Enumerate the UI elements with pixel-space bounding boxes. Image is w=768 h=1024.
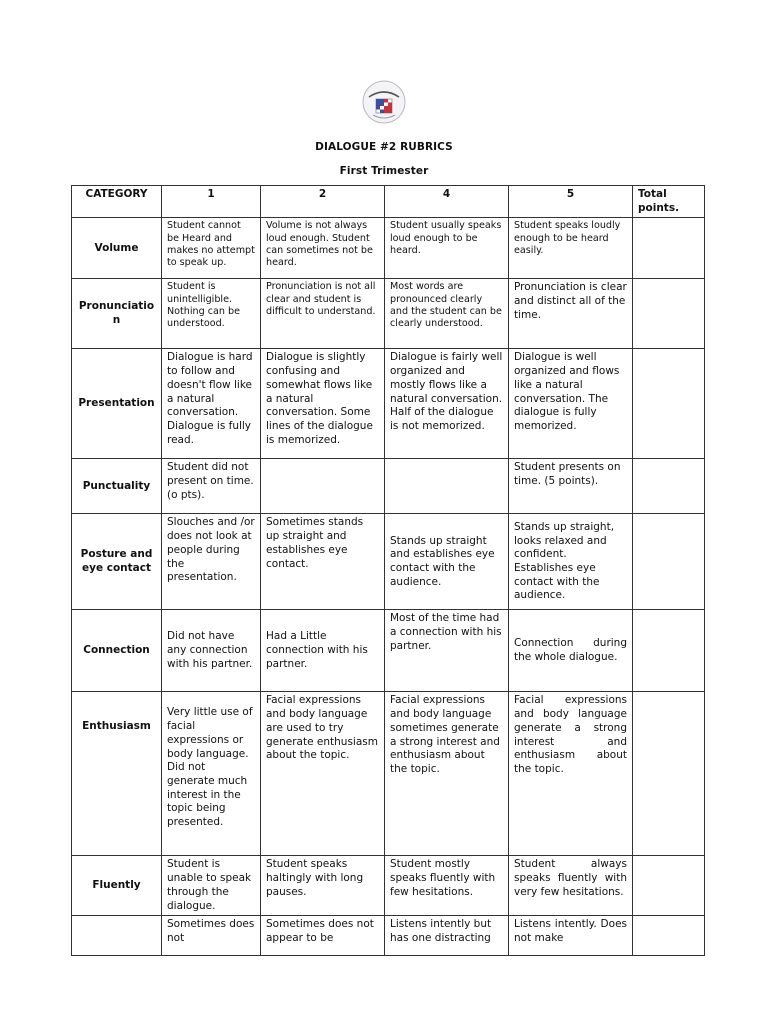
total-points-cell (633, 279, 705, 349)
rubric-cell: Student presents on time. (5 points). (509, 459, 633, 514)
rubric-cell: Student did not present on time. (o pts). (162, 459, 261, 514)
category-cell: Volume (72, 218, 162, 279)
total-points-cell (633, 218, 705, 279)
rubric-cell: Pronunciation is clear and distinct all of the time. (509, 279, 633, 349)
col-header-5: 5 (509, 186, 633, 218)
table-row (72, 218, 705, 279)
category-cell: Punctuality (72, 459, 162, 514)
category-cell: Fluently (72, 856, 162, 916)
rubric-cell: Most words are pronounced clearly and the student can be clearly understood. (385, 279, 509, 349)
header-row (72, 186, 705, 218)
total-points-cell (633, 459, 705, 514)
rubric-cell: Student cannot be Heard and makes no attempt to speak up. (162, 218, 261, 279)
rubric-cell: Listens intently but has one distracting (385, 916, 509, 956)
rubric-cell: Volume is not always loud enough. Student can sometimes not be heard. (261, 218, 385, 279)
rubric-cell: Connection during the whole dialogue. (509, 610, 633, 692)
category-cell: Connection (72, 610, 162, 692)
table-row (72, 349, 705, 459)
rubric-cell: Pronunciation is not all clear and student is difficult to understand. (261, 279, 385, 349)
rubric-cell: Student usually speaks loud enough to be heard. (385, 218, 509, 279)
rubric-cell: Very little use of facial expressions or body language. Did not generate much interest in the topic being presented. (162, 692, 261, 856)
total-points-cell (633, 692, 705, 856)
rubric-cell: Student speaks loudly enough to be heard easily. (509, 218, 633, 279)
rubric-cell (261, 459, 385, 514)
table-row (72, 514, 705, 610)
rubric-cell: Stands up straight, looks relaxed and confident. Establishes eye contact with the audience. (509, 514, 633, 610)
rubric-cell: Slouches and /or does not look at people during the presentation. (162, 514, 261, 610)
total-points-cell (633, 856, 705, 916)
rubric-cell: Sometimes stands up straight and establishes eye contact. (261, 514, 385, 610)
table-row (72, 692, 705, 856)
rubric-cell: Did not have any connection with his partner. (162, 610, 261, 692)
document-subtitle: First Trimester (339, 165, 429, 177)
category-cell: Pronunciatio n (72, 279, 162, 349)
rubric-cell: Dialogue is well organized and flows like a natural conversation. The dialogue is fully memorized. (509, 349, 633, 459)
rubric-cell: Dialogue is hard to follow and doesn't flow like a natural conversation. Dialogue is fully read. (162, 349, 261, 459)
category-cell: Presentation (72, 349, 162, 459)
table-row (72, 279, 705, 349)
category-cell: Enthusiasm (72, 692, 162, 856)
document-title: DIALOGUE #2 RUBRICS (315, 141, 453, 153)
rubric-cell: Stands up straight and establishes eye contact with the audience. (385, 514, 509, 610)
rubric-cell: Facial expressions and body language generate a strong interest and enthusiasm about the topic. (509, 692, 633, 856)
rubric-cell: Sometimes does not appear to be (261, 916, 385, 956)
col-header-total-points: Total points. (633, 186, 705, 218)
total-points-cell (633, 916, 705, 956)
total-points-cell (633, 349, 705, 459)
rubric-table (71, 185, 705, 956)
school-crest-logo (361, 79, 407, 125)
rubric-cell: Student speaks haltingly with long pauses. (261, 856, 385, 916)
rubric-cell (385, 459, 509, 514)
rubric-cell: Most of the time had a connection with his partner. (385, 610, 509, 692)
rubric-cell: Dialogue is fairly well organized and mostly flows like a natural conversation. Half of the dialogue is not memorized. (385, 349, 509, 459)
rubric-cell: Student is unintelligible. Nothing can be understood. (162, 279, 261, 349)
table-row (72, 610, 705, 692)
category-cell: Posture and eye contact (72, 514, 162, 610)
rubric-cell: Student is unable to speak through the dialogue. (162, 856, 261, 916)
rubric-cell: Sometimes does not (162, 916, 261, 956)
rubric-cell: Dialogue is slightly confusing and somewhat flows like a natural conversation. Some lines of the dialogue is memorized. (261, 349, 385, 459)
rubric-cell: Listens intently. Does not make (509, 916, 633, 956)
rubric-cell: Student always speaks fluently with very few hesitations. (509, 856, 633, 916)
total-points-cell (633, 610, 705, 692)
col-header-1: 1 (162, 186, 261, 218)
table-row (72, 856, 705, 916)
table-row (72, 916, 705, 956)
col-header-4: 4 (385, 186, 509, 218)
table-row (72, 459, 705, 514)
rubric-cell: Facial expressions and body language sometimes generate a strong interest and enthusiasm about the topic. (385, 692, 509, 856)
col-header-2: 2 (261, 186, 385, 218)
rubric-cell: Facial expressions and body language are used to try generate enthusiasm about the topic. (261, 692, 385, 856)
total-points-cell (633, 514, 705, 610)
rubric-cell: Had a Little connection with his partner. (261, 610, 385, 692)
category-cell (72, 916, 162, 956)
rubric-cell: Student mostly speaks fluently with few hesitations. (385, 856, 509, 916)
col-header-category: CATEGORY (72, 186, 162, 218)
